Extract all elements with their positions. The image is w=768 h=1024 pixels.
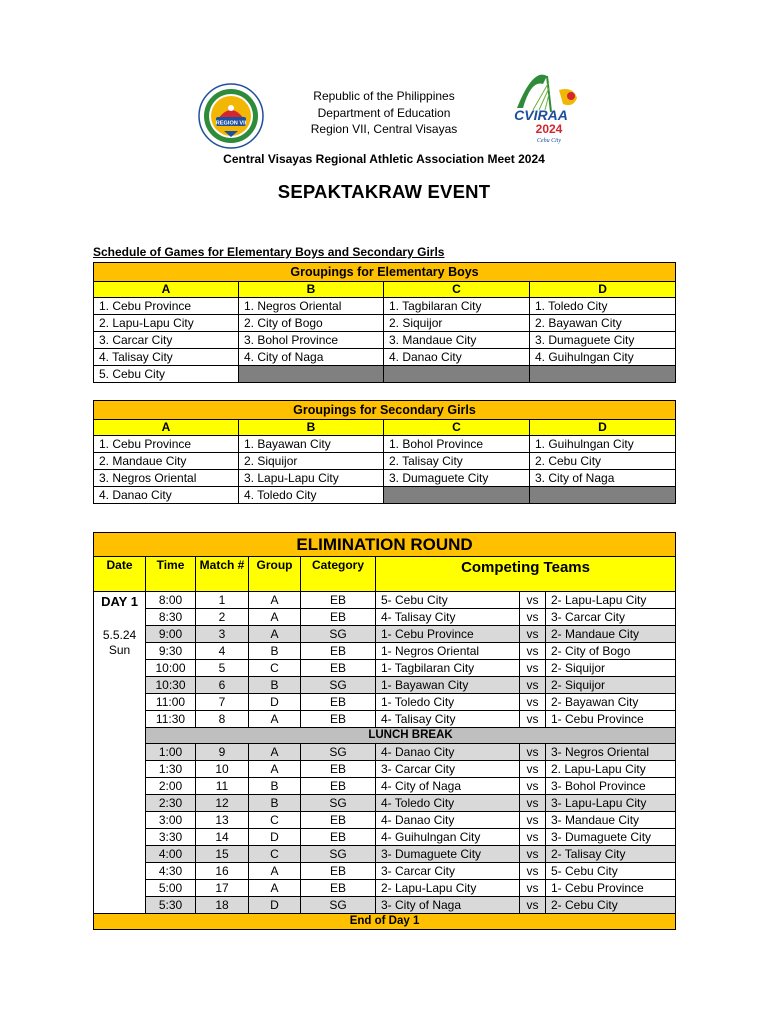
group-cell: 4. Toledo City xyxy=(239,487,384,504)
match-number-cell: 12 xyxy=(196,795,249,812)
group-cell: B xyxy=(249,778,301,795)
match-row xyxy=(94,846,676,863)
group-cell: 4. Guihulngan City xyxy=(530,349,676,366)
match-row xyxy=(94,812,676,829)
group-header-a: A xyxy=(94,420,239,436)
group-cell: 3. Dumaguete City xyxy=(530,332,676,349)
team-1-cell: 4- City of Naga xyxy=(376,778,520,795)
group-cell: A xyxy=(249,744,301,761)
group-cell: 3. Bohol Province xyxy=(239,332,384,349)
time-cell: 3:00 xyxy=(146,812,196,829)
group-cell: D xyxy=(249,897,301,914)
match-row xyxy=(94,880,676,897)
group-cell: 2. Siquijor xyxy=(384,315,530,332)
empty-cell xyxy=(530,487,676,504)
team-1-cell: 3- Carcar City xyxy=(376,863,520,880)
group-cell: A xyxy=(249,609,301,626)
group-cell: 2. Lapu-Lapu City xyxy=(94,315,239,332)
group-cell: A xyxy=(249,761,301,778)
group-cell: 1. Toledo City xyxy=(530,298,676,315)
team-2-cell: 2- Bayawan City xyxy=(546,694,676,711)
group-cell: A xyxy=(249,863,301,880)
team-2-cell: 2- Lapu-Lapu City xyxy=(546,592,676,609)
day-name: Sun xyxy=(108,643,131,657)
category-cell: EB xyxy=(301,694,376,711)
group-header-d: D xyxy=(530,282,676,298)
group-cell: A xyxy=(249,626,301,643)
group-cell: 3. City of Naga xyxy=(530,470,676,487)
group-header-a: A xyxy=(94,282,239,298)
header-date: Date xyxy=(94,557,146,592)
cviraa-2024-logo xyxy=(503,72,585,148)
group-cell: 1. Tagbilaran City xyxy=(384,298,530,315)
team-1-cell: 3- Carcar City xyxy=(376,761,520,778)
team-2-cell: 3- Dumaguete City xyxy=(546,829,676,846)
category-cell: EB xyxy=(301,609,376,626)
day-date: 5.5.24 xyxy=(102,628,137,642)
match-number-cell: 1 xyxy=(196,592,249,609)
group-cell: 3. Dumaguete City xyxy=(384,470,530,487)
vs-cell: vs xyxy=(520,744,546,761)
team-2-cell: 3- Carcar City xyxy=(546,609,676,626)
category-cell: SG xyxy=(301,744,376,761)
vs-cell: vs xyxy=(520,592,546,609)
empty-cell xyxy=(239,366,384,383)
category-cell: SG xyxy=(301,626,376,643)
match-number-cell: 4 xyxy=(196,643,249,660)
group-cell: 2. Cebu City xyxy=(530,453,676,470)
group-cell: B xyxy=(249,643,301,660)
group-header-b: B xyxy=(239,420,384,436)
team-2-cell: 2- City of Bogo xyxy=(546,643,676,660)
match-row xyxy=(94,643,676,660)
time-cell: 10:30 xyxy=(146,677,196,694)
match-number-cell: 13 xyxy=(196,812,249,829)
table-row xyxy=(94,453,676,470)
match-number-cell: 10 xyxy=(196,761,249,778)
group-header-d: D xyxy=(530,420,676,436)
boys-groupings-table xyxy=(93,262,676,383)
group-cell: 4. Danao City xyxy=(384,349,530,366)
team-1-cell: 3- City of Naga xyxy=(376,897,520,914)
table-row xyxy=(94,366,676,383)
match-row xyxy=(94,626,676,643)
category-cell: SG xyxy=(301,677,376,694)
group-cell: A xyxy=(249,592,301,609)
vs-cell: vs xyxy=(520,677,546,694)
vs-cell: vs xyxy=(520,812,546,829)
agency-line-1: Republic of the Philippines xyxy=(313,89,455,103)
team-1-cell: 3- Dumaguete City xyxy=(376,846,520,863)
header-time: Time xyxy=(146,557,196,592)
empty-cell xyxy=(384,487,530,504)
agency-line-3: Region VII, Central Visayas xyxy=(310,122,458,136)
group-cell: B xyxy=(249,677,301,694)
category-cell: SG xyxy=(301,795,376,812)
match-number-cell: 8 xyxy=(196,711,249,728)
seal-text: REGION VII xyxy=(215,120,247,127)
category-cell: SG xyxy=(301,897,376,914)
group-cell: D xyxy=(249,829,301,846)
logo-wordmark: CVIRAA xyxy=(514,107,568,123)
girls-groupings-title: Groupings for Secondary Girls xyxy=(94,401,676,420)
match-row xyxy=(94,829,676,846)
category-cell: EB xyxy=(301,778,376,795)
vs-cell: vs xyxy=(520,846,546,863)
team-2-cell: 2- Cebu City xyxy=(546,897,676,914)
group-header-b: B xyxy=(239,282,384,298)
event-title: SEPAKTAKRAW EVENT xyxy=(277,181,491,202)
group-cell: 3. Carcar City xyxy=(94,332,239,349)
time-cell: 4:00 xyxy=(146,846,196,863)
group-cell: 1. Cebu Province xyxy=(94,298,239,315)
team-2-cell: 3- Bohol Province xyxy=(546,778,676,795)
time-cell: 11:00 xyxy=(146,694,196,711)
header-competing-teams: Competing Teams xyxy=(376,557,676,592)
time-cell: 1:00 xyxy=(146,744,196,761)
time-cell: 8:30 xyxy=(146,609,196,626)
agency-line-2: Department of Education xyxy=(317,105,451,120)
table-row xyxy=(94,315,676,332)
elimination-title: ELIMINATION ROUND xyxy=(94,533,676,557)
group-cell: 1. Bayawan City xyxy=(239,436,384,453)
group-cell: C xyxy=(249,660,301,677)
vs-cell: vs xyxy=(520,897,546,914)
time-cell: 5:00 xyxy=(146,880,196,897)
team-1-cell: 1- Bayawan City xyxy=(376,677,520,694)
category-cell: EB xyxy=(301,711,376,728)
team-2-cell: 3- Mandaue City xyxy=(546,812,676,829)
time-cell: 9:00 xyxy=(146,626,196,643)
match-number-cell: 9 xyxy=(196,744,249,761)
category-cell: EB xyxy=(301,592,376,609)
match-row xyxy=(94,897,676,914)
team-2-cell: 1- Cebu Province xyxy=(546,711,676,728)
empty-cell xyxy=(384,366,530,383)
group-cell: 2. City of Bogo xyxy=(239,315,384,332)
vs-cell: vs xyxy=(520,711,546,728)
elimination-round-table xyxy=(93,532,676,930)
table-row xyxy=(94,298,676,315)
vs-cell: vs xyxy=(520,626,546,643)
match-row xyxy=(94,761,676,778)
date-cell xyxy=(94,592,146,914)
vs-cell: vs xyxy=(520,609,546,626)
vs-cell: vs xyxy=(520,829,546,846)
team-1-cell: 4- Talisay City xyxy=(376,711,520,728)
group-cell: 4. Danao City xyxy=(94,487,239,504)
team-1-cell: 5- Cebu City xyxy=(376,592,520,609)
team-2-cell: 2. Lapu-Lapu City xyxy=(546,761,676,778)
match-row xyxy=(94,677,676,694)
team-2-cell: 2- Siquijor xyxy=(546,677,676,694)
time-cell: 3:30 xyxy=(146,829,196,846)
group-cell: A xyxy=(249,711,301,728)
team-2-cell: 3- Negros Oriental xyxy=(546,744,676,761)
match-number-cell: 15 xyxy=(196,846,249,863)
match-number-cell: 11 xyxy=(196,778,249,795)
category-cell: EB xyxy=(301,643,376,660)
category-cell: EB xyxy=(301,880,376,897)
vs-cell: vs xyxy=(520,660,546,677)
end-of-day-label: End of Day 1 xyxy=(94,914,676,930)
match-row xyxy=(94,863,676,880)
vs-cell: vs xyxy=(520,643,546,660)
team-2-cell: 2- Mandaue City xyxy=(546,626,676,643)
vs-cell: vs xyxy=(520,761,546,778)
group-cell: 2. Mandaue City xyxy=(94,453,239,470)
group-cell: C xyxy=(249,812,301,829)
group-cell: D xyxy=(249,694,301,711)
time-cell: 8:00 xyxy=(146,592,196,609)
team-2-cell: 2- Siquijor xyxy=(546,660,676,677)
vs-cell: vs xyxy=(520,778,546,795)
match-row xyxy=(94,711,676,728)
category-cell: EB xyxy=(301,660,376,677)
day-label: DAY 1 xyxy=(101,594,138,609)
vs-cell: vs xyxy=(520,880,546,897)
time-cell: 10:00 xyxy=(146,660,196,677)
match-number-cell: 7 xyxy=(196,694,249,711)
lunch-break-label: LUNCH BREAK xyxy=(146,728,676,744)
group-cell: 4. City of Naga xyxy=(239,349,384,366)
team-1-cell: 1- Cebu Province xyxy=(376,626,520,643)
header-group: Group xyxy=(249,557,301,592)
time-cell: 11:30 xyxy=(146,711,196,728)
vs-cell: vs xyxy=(520,795,546,812)
time-cell: 2:00 xyxy=(146,778,196,795)
match-row xyxy=(94,592,676,609)
group-header-c: C xyxy=(384,282,530,298)
group-cell: 4. Talisay City xyxy=(94,349,239,366)
girls-groupings-table xyxy=(93,400,676,504)
logo-year: 2024 xyxy=(535,122,563,136)
vs-cell: vs xyxy=(520,863,546,880)
match-number-cell: 2 xyxy=(196,609,249,626)
table-row xyxy=(94,332,676,349)
match-number-cell: 14 xyxy=(196,829,249,846)
time-cell: 5:30 xyxy=(146,897,196,914)
team-1-cell: 4- Talisay City xyxy=(376,609,520,626)
group-cell: 1. Guihulngan City xyxy=(530,436,676,453)
group-cell: 1. Negros Oriental xyxy=(239,298,384,315)
team-2-cell: 1- Cebu Province xyxy=(546,880,676,897)
group-cell: B xyxy=(249,795,301,812)
match-row xyxy=(94,660,676,677)
team-1-cell: 2- Lapu-Lapu City xyxy=(376,880,520,897)
team-2-cell: 5- Cebu City xyxy=(546,863,676,880)
end-of-day-row xyxy=(94,914,676,930)
time-cell: 9:30 xyxy=(146,643,196,660)
team-1-cell: 1- Tagbilaran City xyxy=(376,660,520,677)
match-number-cell: 17 xyxy=(196,880,249,897)
team-2-cell: 2- Talisay City xyxy=(546,846,676,863)
match-row xyxy=(94,778,676,795)
group-cell: 3. Mandaue City xyxy=(384,332,530,349)
lunch-break-row xyxy=(94,728,676,744)
group-cell: 2. Siquijor xyxy=(239,453,384,470)
match-row xyxy=(94,694,676,711)
match-number-cell: 5 xyxy=(196,660,249,677)
team-1-cell: 1- Toledo City xyxy=(376,694,520,711)
boys-groupings-title: Groupings for Elementary Boys xyxy=(94,263,676,282)
category-cell: SG xyxy=(301,846,376,863)
category-cell: EB xyxy=(301,761,376,778)
logo-script: Cebu City xyxy=(536,138,562,144)
empty-cell xyxy=(530,366,676,383)
team-1-cell: 4- Danao City xyxy=(376,744,520,761)
group-cell: 2. Bayawan City xyxy=(530,315,676,332)
group-cell: 1. Bohol Province xyxy=(384,436,530,453)
group-cell: 1. Cebu Province xyxy=(94,436,239,453)
group-cell: 5. Cebu City xyxy=(94,366,239,383)
schedule-title: Schedule of Games for Elementary Boys and Secondary Girls xyxy=(93,245,445,259)
agency-block xyxy=(290,88,478,138)
header-category: Category xyxy=(301,557,376,592)
category-cell: EB xyxy=(301,829,376,846)
team-2-cell: 3- Lapu-Lapu City xyxy=(546,795,676,812)
document-header xyxy=(0,70,768,190)
match-number-cell: 3 xyxy=(196,626,249,643)
header-match: Match # xyxy=(196,557,249,592)
match-row xyxy=(94,609,676,626)
time-cell: 1:30 xyxy=(146,761,196,778)
team-1-cell: 4- Guihulngan City xyxy=(376,829,520,846)
table-row xyxy=(94,470,676,487)
team-1-cell: 1- Negros Oriental xyxy=(376,643,520,660)
time-cell: 2:30 xyxy=(146,795,196,812)
group-cell: A xyxy=(249,880,301,897)
match-number-cell: 18 xyxy=(196,897,249,914)
category-cell: EB xyxy=(301,812,376,829)
match-row xyxy=(94,744,676,761)
group-cell: 3. Negros Oriental xyxy=(94,470,239,487)
match-number-cell: 16 xyxy=(196,863,249,880)
group-header-c: C xyxy=(384,420,530,436)
meet-title: Central Visayas Regional Athletic Association Meet 2024 xyxy=(223,152,545,166)
category-cell: EB xyxy=(301,863,376,880)
group-cell: 3. Lapu-Lapu City xyxy=(239,470,384,487)
team-1-cell: 4- Danao City xyxy=(376,812,520,829)
table-row xyxy=(94,349,676,366)
table-row xyxy=(94,487,676,504)
team-1-cell: 4- Toledo City xyxy=(376,795,520,812)
group-cell: C xyxy=(249,846,301,863)
region-vii-seal-logo xyxy=(198,83,264,149)
match-row xyxy=(94,795,676,812)
table-row xyxy=(94,436,676,453)
group-cell: 2. Talisay City xyxy=(384,453,530,470)
time-cell: 4:30 xyxy=(146,863,196,880)
match-number-cell: 6 xyxy=(196,677,249,694)
vs-cell: vs xyxy=(520,694,546,711)
